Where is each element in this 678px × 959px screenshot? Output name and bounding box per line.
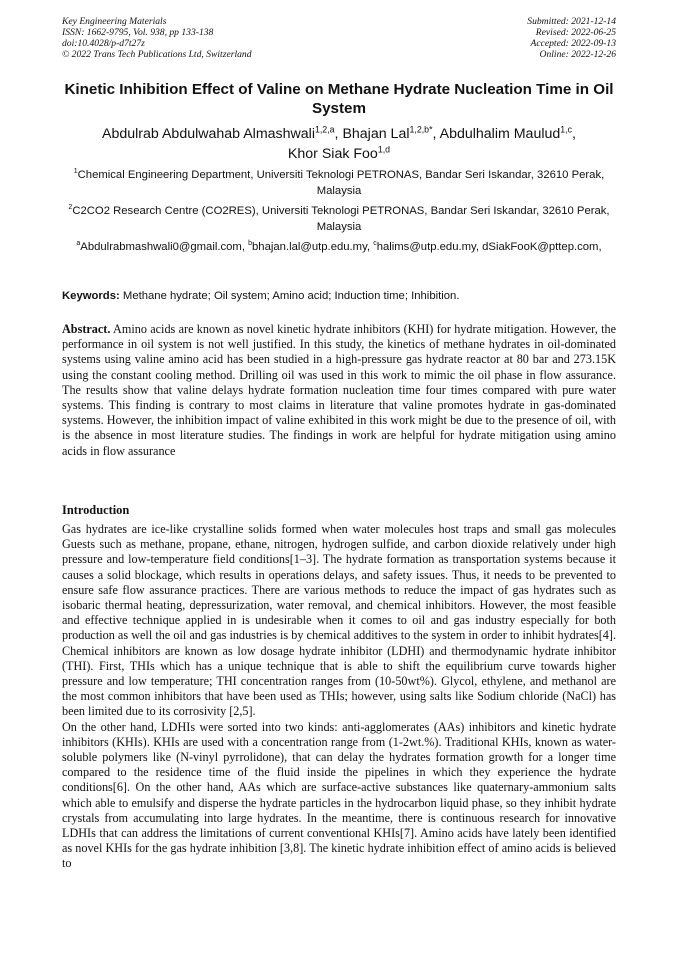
author-separator: ,	[572, 126, 576, 142]
affiliation-number: 2	[68, 204, 73, 212]
date-online: Online: 2022-12-26	[539, 49, 616, 60]
author-name: Bhajan Lal	[342, 126, 410, 142]
author-separator: ,	[334, 126, 343, 142]
abstract-label: Abstract.	[62, 322, 111, 336]
date-revised: Revised: 2022-06-25	[535, 27, 616, 38]
journal-doi[interactable]: doi:10.4028/p-d7t27z	[62, 38, 145, 49]
email-mark: c	[373, 240, 377, 248]
affiliation-2	[62, 203, 616, 235]
paper-title: Kinetic Inhibition Effect of Valine on Methane Hydrate Nucleation Time in Oil System	[64, 81, 614, 117]
email-mark: a	[76, 240, 81, 248]
author-separator: ,	[432, 126, 440, 142]
author-emails	[62, 239, 616, 255]
affiliation-1	[62, 167, 616, 199]
date-submitted: Submitted: 2021-12-14	[527, 16, 616, 27]
keywords	[62, 289, 616, 304]
abstract-text: Amino acids are known as novel kinetic hydrate inhibitors (KHI) for hydrate mitigation. However, the performance in oil system is not well justified. In this study, the kinetics of methane hydrates in oil-dominated systems using valine amino acid has been studied in a high-pressure gas hydrate reactor at 80 bar and 273.15K using the constant cooling method. Drilling oil was used in this work to mimic the oil phase in flow assurance. The results show that valine delays hydrate formation nucleation time four times compared with pure water systems. This finding is contrary to most claims in literature that valine promotes hydrate in gas-dominated systems. However, the inhibition impact of valine exhibited in this work might be due to the presence of oil, with is the absence in most literature studies. The findings in work are helpful for hydrate mitigation using amino acids in flow assurance	[62, 322, 616, 458]
abstract	[62, 322, 616, 459]
journal-name: Key Engineering Materials	[62, 16, 167, 27]
journal-copyright: © 2022 Trans Tech Publications Ltd, Switzerland	[62, 49, 252, 60]
email-link[interactable]: bhajan.lal@utp.edu.my,	[252, 241, 374, 253]
author-name: Abdulhalim Maulud	[439, 126, 561, 142]
journal-info	[62, 16, 252, 60]
introduction-body	[62, 522, 616, 872]
keywords-label: Keywords:	[62, 290, 120, 302]
author-affiliation-mark: 1,2,b*	[409, 124, 433, 135]
affiliation-text: Chemical Engineering Department, Universiti Teknologi PETRONAS, Bandar Seri Iskandar, 32610 Perak, Malaysia	[77, 169, 605, 197]
journal-issn: ISSN: 1662-9795, Vol. 938, pp 133-138	[62, 27, 214, 38]
affiliation-number: 1	[73, 168, 78, 176]
email-link[interactable]: halims@utp.edu.my, dSiakFooK@pttep.com,	[376, 241, 602, 253]
author-affiliation-mark: 1,2,a	[314, 124, 335, 135]
author-affiliation-mark: 1,c	[560, 124, 573, 135]
submission-dates	[527, 16, 616, 60]
keywords-text: Methane hydrate; Oil system; Amino acid; Induction time; Inhibition.	[119, 290, 460, 302]
author-list	[62, 124, 616, 164]
email-mark: b	[248, 240, 253, 248]
introduction-heading: Introduction	[62, 503, 130, 517]
paragraph: Gas hydrates are ice-like crystalline solids formed when water molecules host traps and small gas molecules Guests such as methane, propane, ethane, nitrogen, hydrogen sulfide, and carbon dioxide relatively under high pressure and low-temperature field conditions[1–3]. The hydrate formation as transportation systems because it causes a solid blockage, which results in operations delays, and safety issues. Thus, it needs to be prevented to ensure safe flow assurance practices. There are various methods to reduce the impact of gas hydrates such as isobaric thermal heating, depressurization, water removal, and chemical inhibitors. However, the most feasible and effective technique applied in is undesirable when it comes to oil and gas industry especially for both production as well the oil and gas industries is by chemical additives to the system in order to inhibit hydrates[4]. Chemical inhibitors are known as low dosage hydrate inhibitor (LDHI) and thermodynamic hydrate inhibitor (THI). First, THIs which has a unique technique that is able to shift the equilibrium curve towards higher pressure and low temperature; THI concentration ranges from (10-50wt%). Glycol, ethylene, and methanol are the most common inhibitors that have been used as THIs; however, using salts like Sodium chloride (NaCl) has been limited due to its corrosivity [2,5].	[62, 522, 616, 719]
paragraph: On the other hand, LDHIs were sorted into two kinds: anti-agglomerates (AAs) inhibitors and kinetic hydrate inhibitors (KHIs). KHIs are used with a concentration range from (1-2wt.%). Traditional KHIs, known as water-soluble polymers like (N-vinyl pyrrolidone), that can delay the hydrates formation growth for a longer time compared to the residence time of the fluid inside the pipelines in which they experience the hydrate conditions[6]. On the other hand, AAs which are surface-active substances like quaternary-ammonium salts which able to emulsify and disperse the hydrate particles in the hydrocarbon liquid phase, so they inhibit hydrate crystals from accumulating into large hydrates. In the meantime, there is continuous research for innovative LDHIs that can address the limitations of current conventional KHIs[7]. Amino acids have lately been identified as novel KHIs for the gas hydrate inhibition [3,8]. The kinetic hydrate inhibition effect of amino acids is believed to	[62, 719, 616, 871]
affiliation-text: C2CO2 Research Centre (CO2RES), Universiti Teknologi PETRONAS, Bandar Seri Iskandar, 32610 Perak, Malaysia	[72, 205, 610, 233]
author-name: Abdulrab Abdulwahab Almashwali	[102, 126, 315, 142]
date-accepted: Accepted: 2022-09-13	[530, 38, 616, 49]
email-link[interactable]: Abdulrabmashwali0@gmail.com,	[80, 241, 249, 253]
author-name: Khor Siak Foo	[287, 146, 378, 162]
author-affiliation-mark: 1,d	[377, 144, 391, 155]
